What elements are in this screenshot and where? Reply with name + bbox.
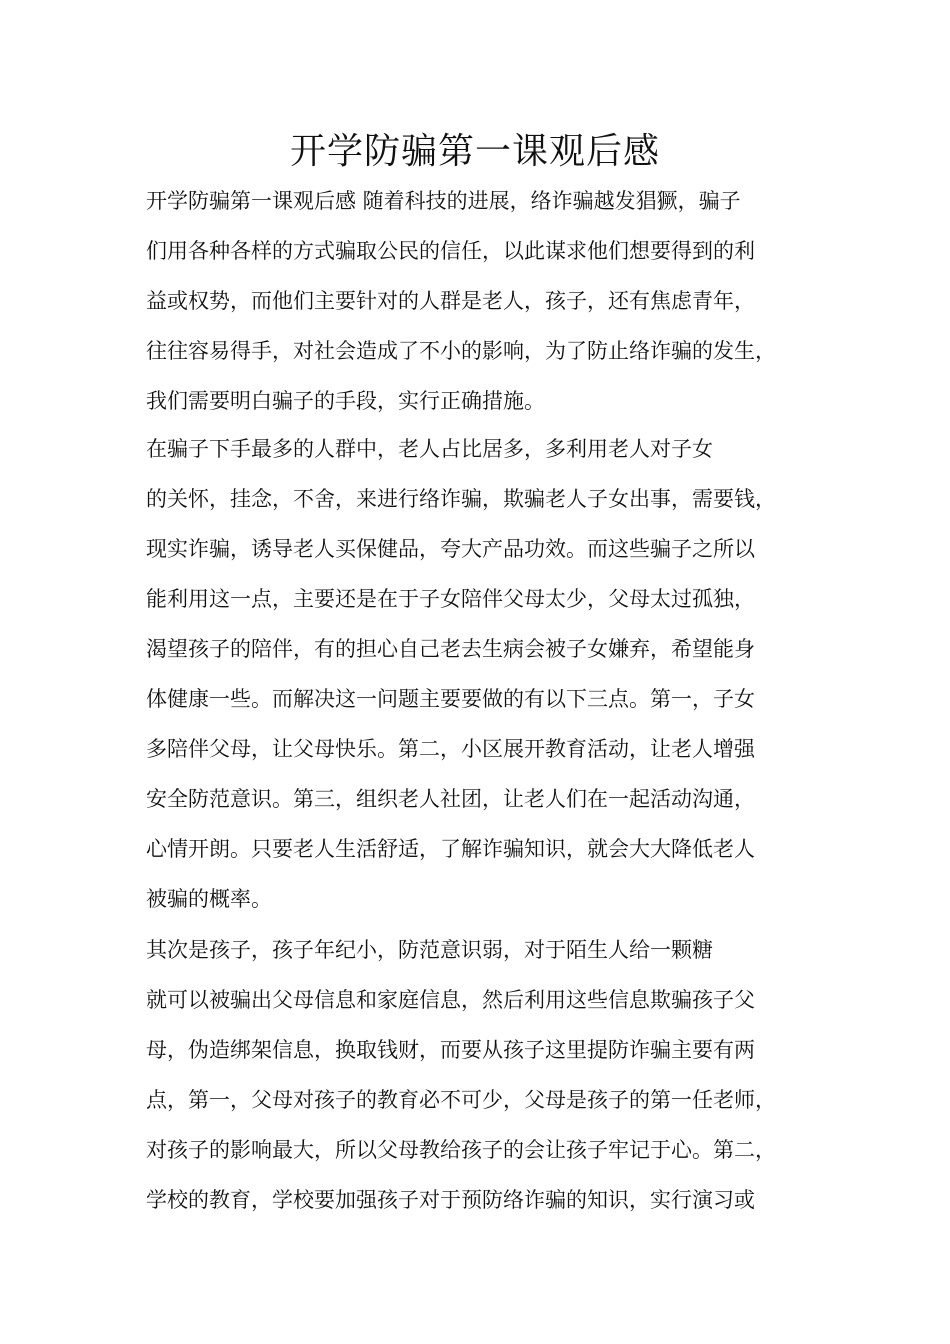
text-line: 点，第一，父母对孩子的教育必不可少，父母是孩子的第一任老师，: [146, 1088, 776, 1112]
paragraph-3: [146, 925, 826, 1225]
text-line: 渴望孩子的陪伴，有的担心自己老去生病会被子女嫌弃，希望能身: [146, 637, 755, 661]
text-line: 在骗子下手最多的人群中，老人占比居多，多利用老人对子女: [146, 437, 713, 461]
text-line: 被骗的概率。: [146, 887, 272, 911]
text-line: 心情开朗。只要老人生活舒适，了解诈骗知识，就会大大降低老人: [146, 837, 755, 861]
text-line: 开学防骗第一课观后感 随着科技的进展，络诈骗越发猖獗，骗子: [146, 189, 741, 213]
text-line: 体健康一些。而解决这一问题主要要做的有以下三点。第一，子女: [146, 687, 755, 711]
text-line: 学校的教育，学校要加强孩子对于预防络诈骗的知识，实行演习或: [146, 1188, 755, 1212]
paragraph-1: [146, 176, 826, 426]
text-line: 现实诈骗，诱导老人买保健品，夸大产品功效。而这些骗子之所以: [146, 537, 755, 561]
text-line: 其次是孩子，孩子年纪小，防范意识弱，对于陌生人给一颗糖: [146, 938, 713, 962]
text-line: 多陪伴父母，让父母快乐。第二，小区展开教育活动，让老人增强: [146, 737, 755, 761]
text-line: 我们需要明白骗子的手段，实行正确措施。: [146, 389, 545, 413]
paragraph-2: [146, 424, 826, 924]
text-line: 们用各种各样的方式骗取公民的信任，以此谋求他们想要得到的利: [146, 239, 755, 263]
text-line: 对孩子的影响最大，所以父母教给孩子的会让孩子牢记于心。第二，: [146, 1138, 776, 1162]
text-line: 能利用这一点，主要还是在于子女陪伴父母太少，父母太过孤独，: [146, 587, 755, 611]
text-line: 安全防范意识。第三，组织老人社团，让老人们在一起活动沟通，: [146, 787, 755, 811]
document-title: 开学防骗第一课观后感: [289, 131, 660, 172]
text-line: 的关怀，挂念，不舍，来进行络诈骗，欺骗老人子女出事，需要钱，: [146, 487, 776, 511]
text-line: 益或权势，而他们主要针对的人群是老人，孩子，还有焦虑青年，: [146, 289, 755, 313]
text-line: 往往容易得手，对社会造成了不小的影响，为了防止络诈骗的发生，: [146, 339, 776, 363]
text-line: 母，伪造绑架信息，换取钱财，而要从孩子这里提防诈骗主要有两: [146, 1038, 755, 1062]
text-line: 就可以被骗出父母信息和家庭信息，然后利用这些信息欺骗孩子父: [146, 988, 755, 1012]
